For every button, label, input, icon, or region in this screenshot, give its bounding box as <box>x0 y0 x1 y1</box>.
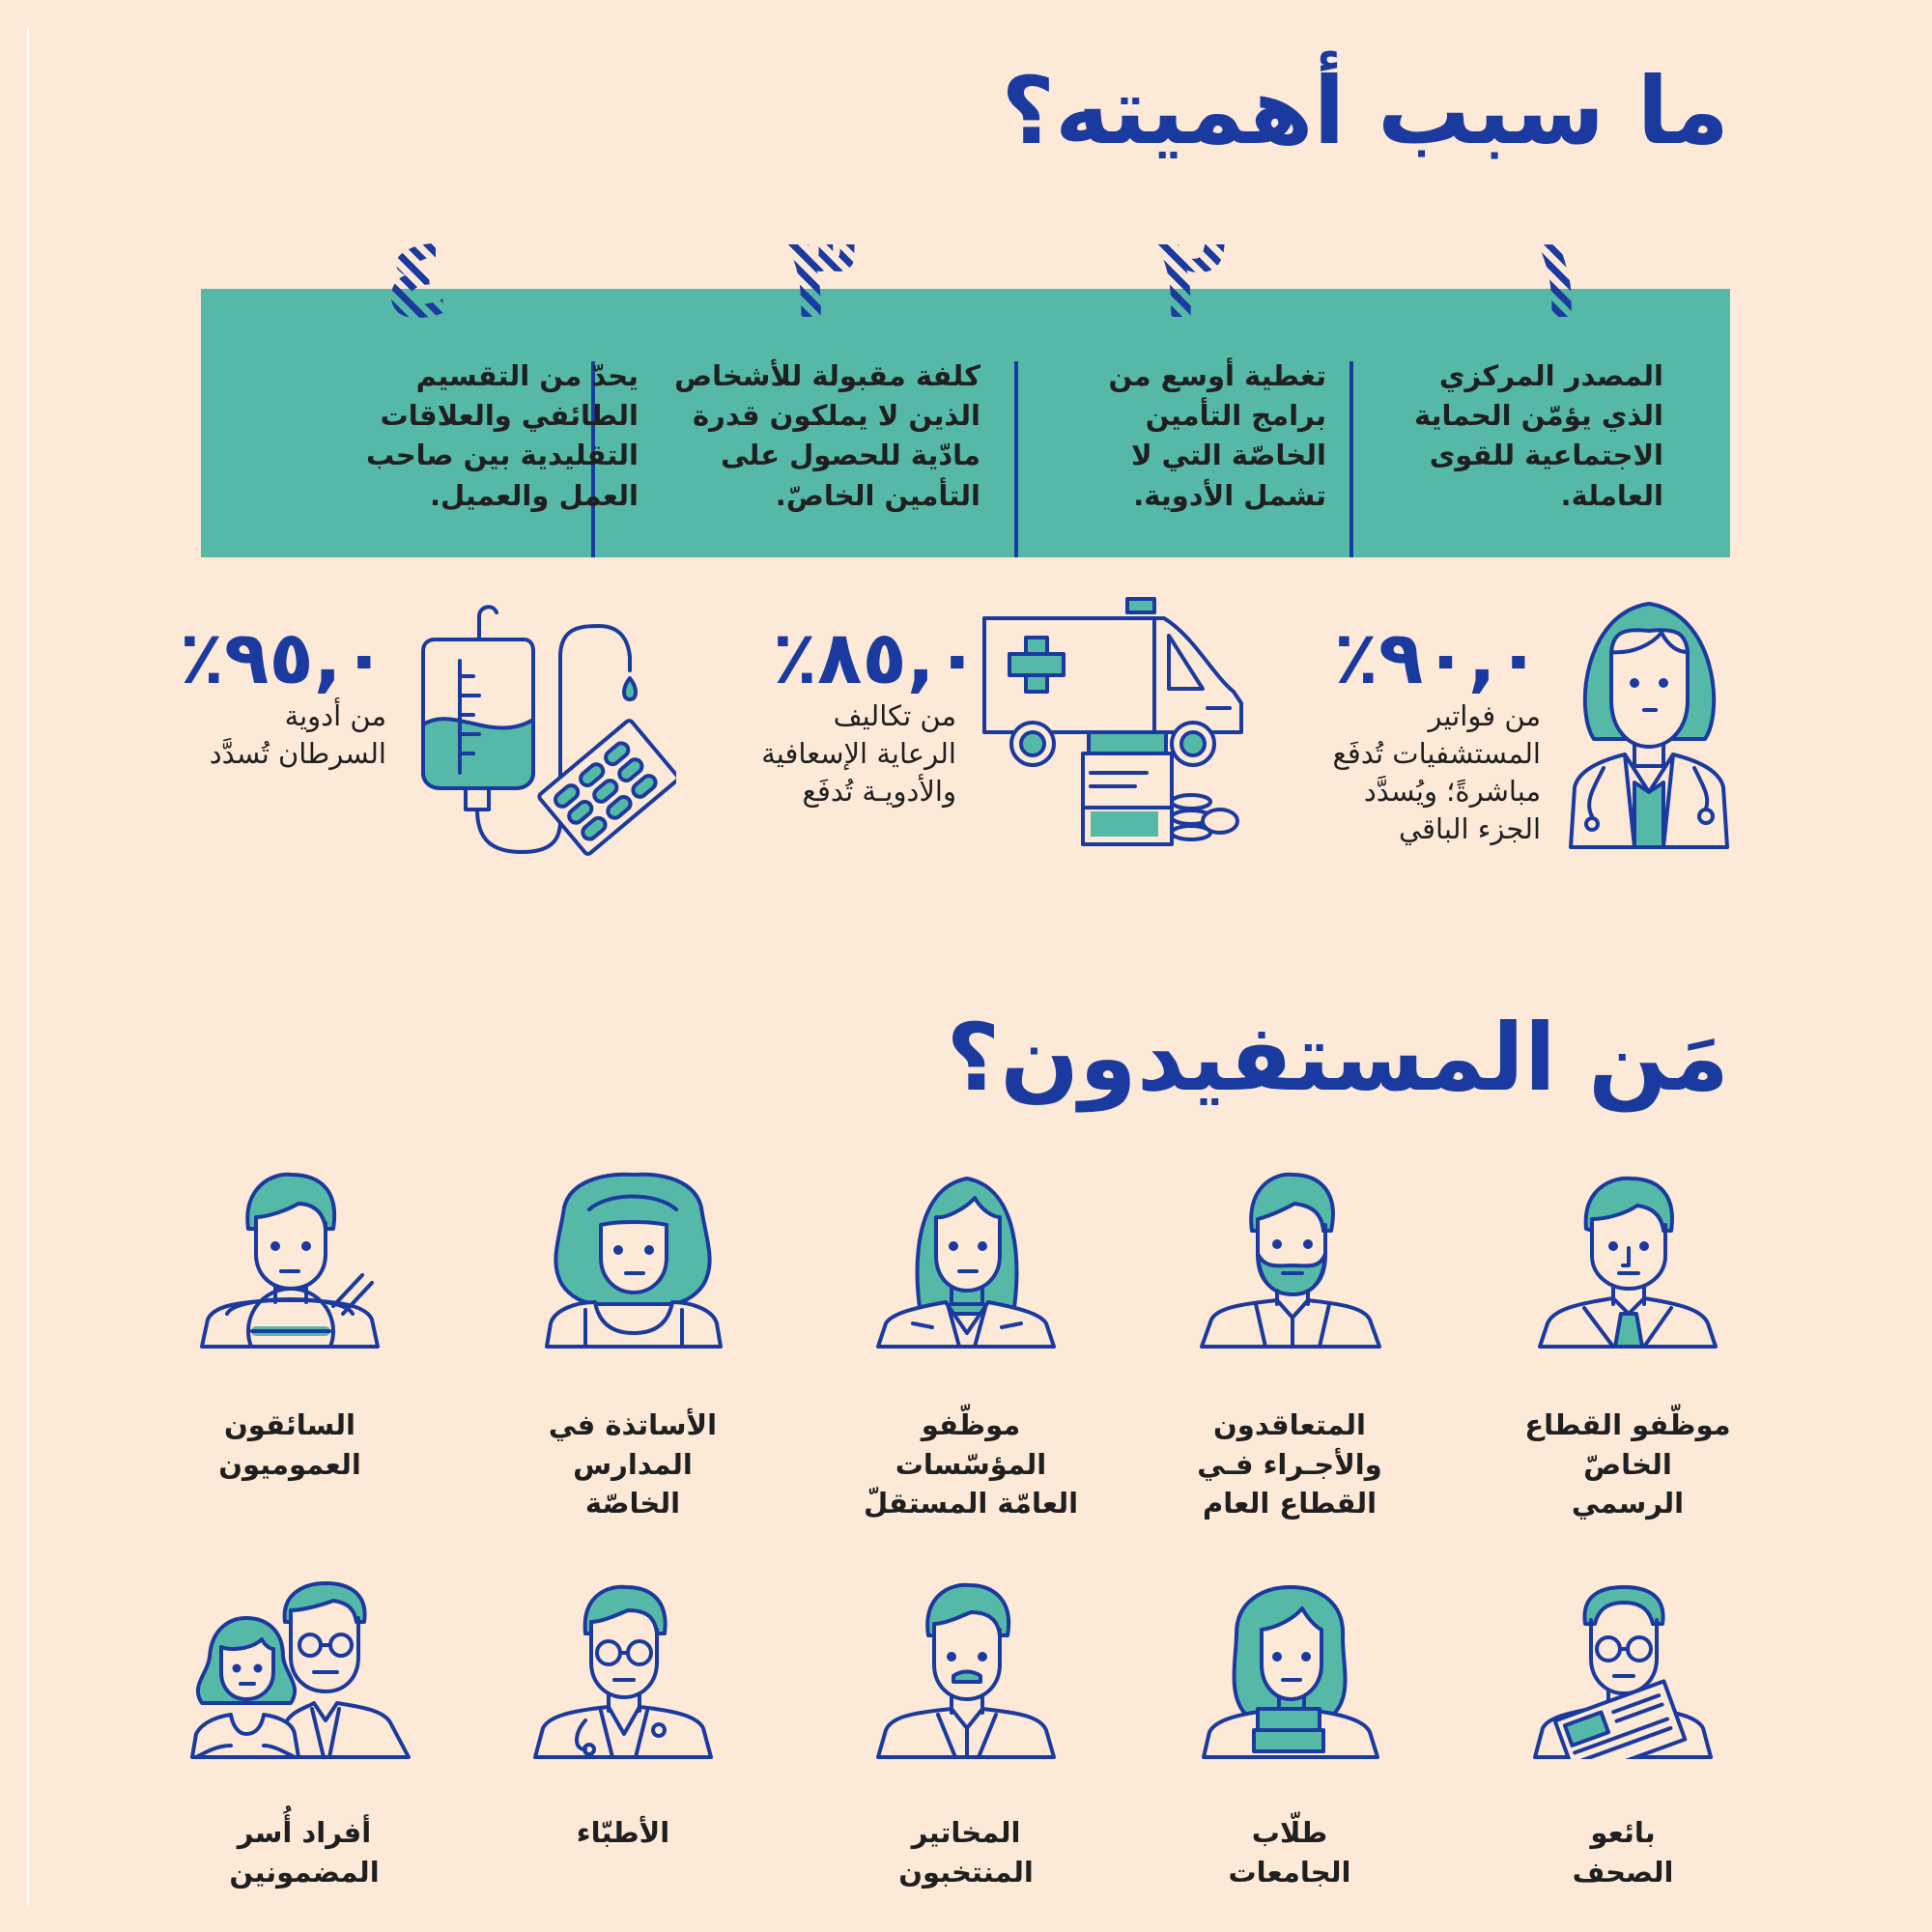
student-icon <box>1198 1579 1381 1759</box>
beneficiary-label-public-drivers: السائقون العموميون <box>218 1408 361 1481</box>
beneficiary-label-public-institutions: موظّفو المؤسّسات العامّة المستقلّ <box>863 1408 1079 1520</box>
band-divider <box>1350 361 1353 557</box>
beneficiary-label-newspaper-sellers: بائعو الصحف <box>1572 1816 1674 1889</box>
stat-percent-hospital: ٪٩٠,٠ <box>1333 614 1541 700</box>
doctor-illustration <box>1565 594 1734 850</box>
curly-teacher-icon <box>541 1169 724 1349</box>
stat-percent-emergency: ٪٨٥,٠ <box>772 614 980 700</box>
reason-number-1: ١ <box>1499 220 1615 334</box>
reason-number-2: ٢ <box>1133 220 1249 334</box>
reason-number-3: ٣ <box>763 220 879 334</box>
band-divider <box>1014 361 1018 557</box>
driver-icon <box>198 1169 382 1349</box>
left-edge-line <box>27 27 29 1905</box>
businessman-icon <box>1536 1169 1719 1349</box>
mukhtar-icon <box>874 1579 1058 1759</box>
reason-text-4: يحدّ من التقسيم الطائفي والعلاقات التقليدية بين صاحب العمل والعميل. <box>366 359 639 512</box>
woman-employee-icon <box>874 1169 1058 1349</box>
beneficiary-label-public-contractors: المتعاقدون والأجـراء فـي القطاع العام <box>1197 1408 1382 1520</box>
beneficiary-label-private-sector: موظّفو القطاع الخاصّ الرسمي <box>1524 1408 1731 1520</box>
beneficiary-label-insured-families: أفراد أُسر المضمونين <box>229 1816 380 1889</box>
section-title-beneficiaries: مَن المستفيدون؟ <box>946 1004 1729 1112</box>
bearded-worker-icon <box>1198 1169 1381 1349</box>
iv-drip-pills-illustration <box>415 599 676 860</box>
stat-desc-cancer: من أدوية السرطان تُسدَّد <box>209 699 386 771</box>
reason-number-4: ٤ <box>359 220 475 334</box>
stat-desc-hospital: من فواتير المستشفيات تُدفَع مباشرةً؛ ويُسدَّد الجزء الباقي <box>1332 699 1541 846</box>
beneficiary-label-private-teachers: الأساتذة في المدارس الخاصّة <box>548 1408 718 1520</box>
reason-text-3: كلفة مقبولة للأشخاص الذين لا يملكون قدرة مادّية للحصول على التأمين الخاصّ. <box>674 359 980 512</box>
reason-text-2: تغطية أوسع من برامج التأمين الخاصّة التي لا تشمل الأدوية. <box>1108 359 1326 512</box>
family-icon <box>188 1579 415 1759</box>
reason-text-1: المصدر المركزي الذي يؤمّن الحماية الاجتماعية للقوى العاملة. <box>1413 359 1663 512</box>
beneficiary-label-university-students: طلّاب الجامعات <box>1228 1816 1351 1889</box>
newspaper-seller-icon <box>1531 1579 1715 1759</box>
section-title-importance: ما سبب أهميته؟ <box>1001 57 1729 165</box>
doctor-icon <box>531 1579 715 1759</box>
stat-desc-emergency: من تكاليف الرعاية الإسعافية والأدويـة تُدفَع <box>761 699 956 809</box>
ambulance-medicine-illustration <box>980 597 1246 848</box>
beneficiary-label-elected-mukhtars: المخاتير المنتخبون <box>898 1816 1034 1889</box>
stat-percent-cancer: ٪٩٥,٠ <box>179 614 386 700</box>
beneficiary-label-doctors: الأطبّاء <box>576 1816 670 1849</box>
